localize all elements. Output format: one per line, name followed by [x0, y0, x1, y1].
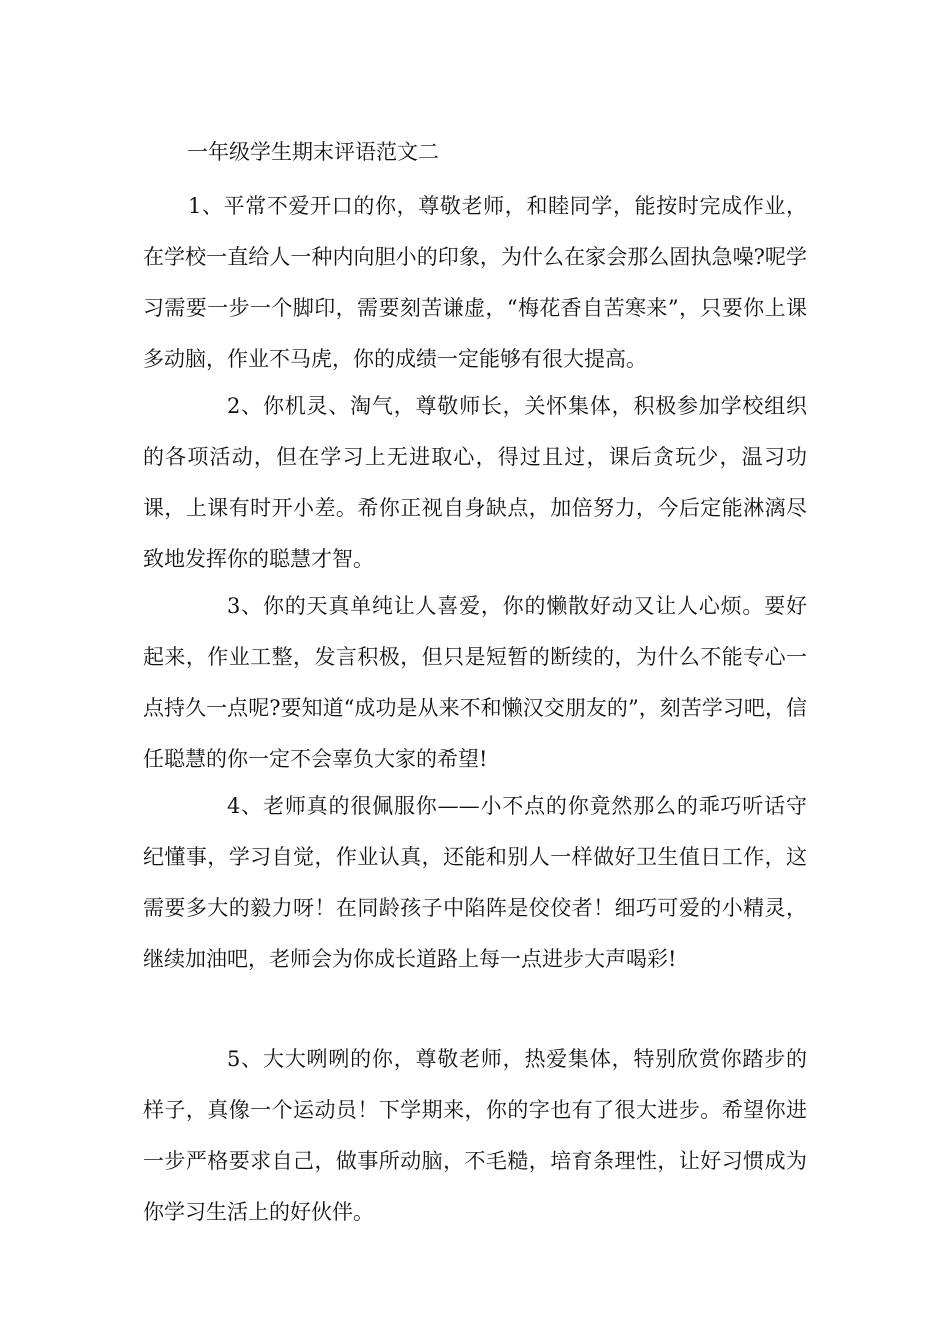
- paragraph-1: 1、平常不爱开口的你，尊敬老师，和睦同学，能按时完成作业，在学校一直给人一种内向胆小的印象，为什么在家会那么固执急噪?呢学习需要一步一个脚印，需要刻苦谦虚，“梅花香自苦寒来”，只要你上课多动脑，作业不马虎，你的成绩一定能够有很大提高。: [143, 194, 807, 371]
- document-title: 一年级学生期末评语范文二: [187, 140, 439, 164]
- paragraph-2: 2、你机灵、淘气，尊敬师长，关怀集体，积极参加学校组织的各项活动，但在学习上无进取心，得过且过，课后贪玩少，温习功课，上课有时开小差。希你正视自身缺点，加倍努力，今后定能淋漓尽致地发挥你的聪慧才智。: [143, 394, 807, 571]
- paragraph-3: 3、你的天真单纯让人喜爱，你的懒散好动又让人心烦。要好起来，作业工整，发言积极，但只是短暂的断续的，为什么不能专心一点持久一点呢?要知道“成功是从来不和懒汉交朋友的”，刻苦学习吧，信任聪慧的你一定不会辜负大家的希望!: [143, 594, 807, 771]
- paragraph-4: 4、老师真的很佩服你——小不点的你竟然那么的乖巧听话守纪懂事，学习自觉，作业认真，还能和别人一样做好卫生值日工作，这需要多大的毅力呀！在同龄孩子中陷阵是佼佼者！细巧可爱的小精灵，继续加油吧，老师会为你成长道路上每一点进步大声喝彩!: [143, 794, 807, 971]
- paragraph-5: 5、大大咧咧的你，尊敬老师，热爱集体，特别欣赏你踏步的样子，真像一个运动员！下学期来，你的字也有了很大进步。希望你进一步严格要求自己，做事所动脑，不毛糙，培育条理性，让好习惯成为你学习生活上的好伙伴。: [143, 1047, 807, 1224]
